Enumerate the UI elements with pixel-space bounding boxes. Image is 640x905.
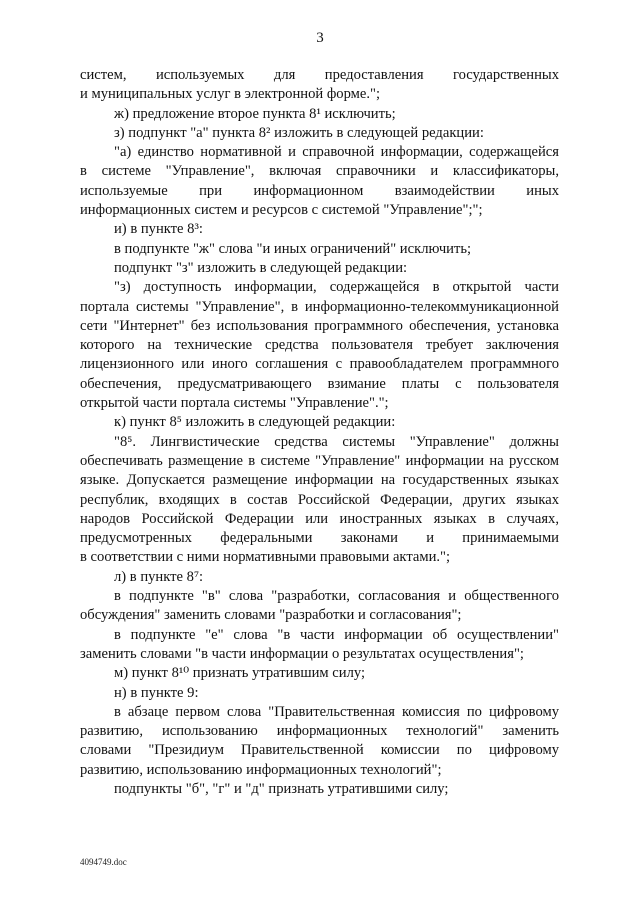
text-line: к) пункт 8⁵ изложить в следующей редакции: bbox=[114, 414, 396, 431]
text-line: республик, входящих в состав Российской Федерации, других языках bbox=[80, 491, 559, 508]
text-line: л) в пункте 8⁷: bbox=[114, 568, 204, 585]
document-body bbox=[80, 66, 559, 799]
text-line: в подпункте "ж" слова "и иных ограничений" исключить; bbox=[114, 240, 472, 257]
text-line: сети "Интернет" без использования программного обеспечения, установка bbox=[80, 317, 559, 334]
text-line: и муниципальных услуг в электронной форме."; bbox=[80, 86, 381, 103]
text-line: информационных систем и ресурсов с системой "Управление";"; bbox=[80, 202, 483, 219]
text-line: обсуждения" заменить словами "разработки и согласования"; bbox=[80, 607, 462, 624]
text-line: языке. Допускается размещение информации на государственных языках bbox=[80, 472, 559, 489]
text-line: в системе "Управление", включая справочники и классификаторы, bbox=[80, 163, 559, 180]
text-line: "8⁵. Лингвистические средства системы "Управление" должны bbox=[114, 433, 559, 450]
text-line: портала системы "Управление", в информационно-телекоммуникационной bbox=[80, 298, 559, 315]
text-line: которого на технические средства пользователя требует заключения bbox=[80, 337, 559, 354]
text-line: ж) предложение второе пункта 8¹ исключить; bbox=[114, 105, 396, 122]
text-line: н) в пункте 9: bbox=[114, 684, 199, 701]
text-line: з) подпункт "а" пункта 8² изложить в следующей редакции: bbox=[114, 124, 484, 141]
text-line: в абзаце первом слова "Правительственная комиссия по цифровому bbox=[114, 703, 559, 720]
text-line: лицензионного или иного соглашения с правообладателем программного bbox=[80, 356, 559, 373]
text-line: предусмотренных федеральными законами и принимаемыми bbox=[80, 530, 559, 547]
text-line: развитию, использованию информационных технологий" заменить bbox=[80, 723, 559, 740]
text-line: м) пункт 8¹⁰ признать утратившим силу; bbox=[114, 665, 366, 682]
text-line: в соответствии с ними нормативными правовыми актами."; bbox=[80, 549, 451, 566]
text-line: в подпункте "е" слова "в части информации об осуществлении" bbox=[114, 626, 559, 643]
text-line: в подпункте "в" слова "разработки, согласования и общественного bbox=[114, 588, 559, 605]
text-line: заменить словами "в части информации о результатах осуществления"; bbox=[80, 645, 524, 662]
text-line: подпункт "з" изложить в следующей редакции: bbox=[114, 259, 408, 276]
text-line: открытой части портала системы "Управление"."; bbox=[80, 395, 389, 412]
text-line: подпункты "б", "г" и "д" признать утратившими силу; bbox=[114, 780, 449, 797]
text-line: обеспечения, предусматривающего взимание платы с пользователя bbox=[80, 375, 559, 392]
text-line: используемые при информационном взаимодействии иных bbox=[80, 182, 559, 199]
text-line: развитию, использованию информационных технологий"; bbox=[80, 761, 442, 778]
text-line: и) в пункте 8³: bbox=[114, 221, 203, 238]
text-line: народов Российской Федерации или иностранных языках в случаях, bbox=[80, 510, 559, 527]
text-line: систем, используемых для предоставления государственных bbox=[80, 67, 559, 83]
page-number: 3 bbox=[316, 30, 324, 46]
file-name-footer: 4094749.doc bbox=[80, 857, 127, 867]
text-line: словами "Президиум Правительственной комиссии по цифровому bbox=[80, 742, 559, 759]
text-line: обеспечивать размещение в системе "Управление" информации на русском bbox=[80, 452, 559, 469]
text-line: "з) доступность информации, содержащейся в открытой части bbox=[114, 279, 559, 296]
text-line: "а) единство нормативной и справочной информации, содержащейся bbox=[114, 144, 559, 161]
